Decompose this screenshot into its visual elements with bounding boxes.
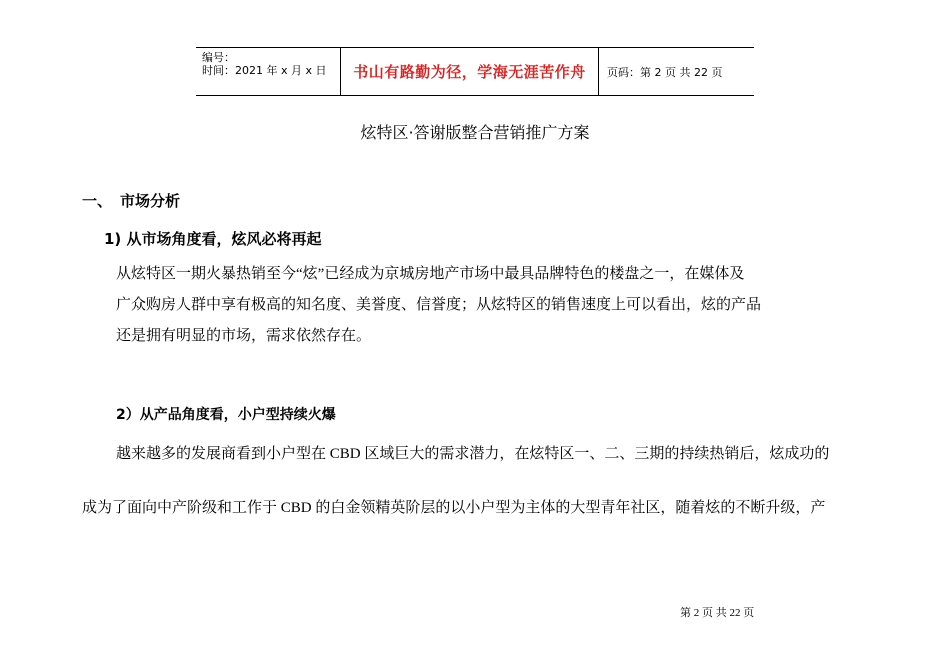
paragraph-line: 从炫特区一期火暴热销至今“炫”已经成为京城房地产市场中最具品牌特色的楼盘之一，在媒体及: [116, 266, 745, 282]
subsection-heading-market-view: 1) 从市场角度看，炫风必将再起: [104, 230, 322, 248]
header-meta-cell: [196, 48, 340, 95]
number-label: 编号：: [202, 51, 235, 64]
section-title: 市场分析: [120, 192, 181, 210]
time-label: 时间：2021 年 x 月 x 日: [202, 64, 327, 77]
subsection-heading-product-view: 2）从产品角度看，小户型持续火爆: [116, 407, 336, 423]
header-page-cell: [599, 48, 754, 95]
paragraph-market-view: [116, 259, 872, 352]
paragraph-line: 成为了面向中产阶级和工作于 CBD 的白金领精英阶层的以小户型为主体的大型青年社区，随着炫的不断升级，产: [82, 500, 826, 516]
page-code: 页码：第 2 页 共 22 页: [607, 65, 723, 79]
motto-text: 书山有路勤为径，学海无涯苦作舟: [353, 63, 586, 81]
paragraph-line: 越来越多的发展商看到小户型在 CBD 区域巨大的需求潜力，在炫特区一、二、三期的持续热销后，炫成功的: [116, 446, 830, 462]
header-table: [196, 47, 754, 96]
page-footer: 第 2 页 共 22 页: [680, 607, 755, 619]
paragraph-line: 还是拥有明显的市场，需求依然存在。: [116, 328, 372, 344]
paragraph-line: 广众购房人群中享有极高的知名度、美誉度、信誉度；从炫特区的销售速度上可以看出，炫的产品: [116, 297, 762, 313]
document-title: 炫特区·答谢版整合营销推广方案: [360, 123, 590, 142]
section-heading-market-analysis: [82, 190, 180, 211]
header-motto-cell: [340, 48, 599, 95]
section-number: 一、: [82, 192, 113, 210]
